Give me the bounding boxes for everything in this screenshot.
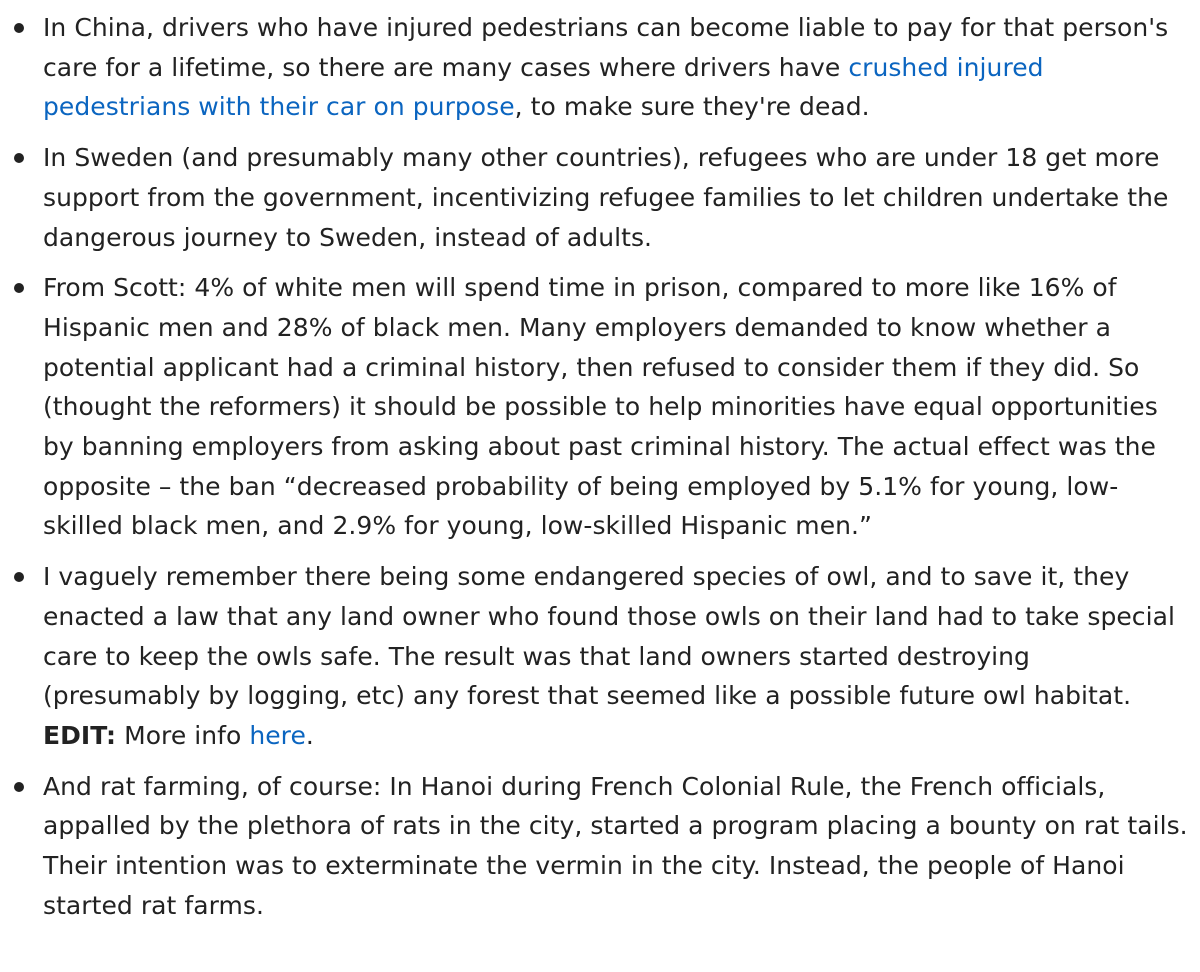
item-text: More info bbox=[116, 720, 250, 750]
list-item bbox=[0, 8, 1200, 127]
bullet-icon bbox=[14, 782, 24, 792]
list-item bbox=[0, 268, 1200, 546]
bullet-icon bbox=[14, 283, 24, 293]
item-text: In Sweden (and presumably many other countries), refugees who are under 18 get more support from the government, incentivizing refugee families to let children undertake the dangerous journey to Sweden, instead of adults. bbox=[43, 143, 1169, 252]
item-text: , to make sure they're dead. bbox=[514, 92, 870, 122]
crushed-pedestrians-link[interactable]: crushed injured pedestrians with their car on purpose bbox=[43, 52, 1044, 122]
item-text: In China, drivers who have injured pedestrians can become liable to pay for that person's care for a lifetime, so there are many cases where drivers have bbox=[43, 13, 1169, 82]
item-text: And rat farming, of course: In Hanoi during French Colonial Rule, the French officials, appalled by the plethora of rats in the city, started a program placing a bounty on rat tails. Their intention was to exterminate the vermin in the city. Instead, the people of Hanoi started rat farms. bbox=[43, 771, 1188, 920]
list-item bbox=[0, 138, 1200, 257]
bullet-list bbox=[0, 8, 1200, 925]
more-info-link[interactable]: here bbox=[249, 720, 306, 750]
item-text: . bbox=[305, 720, 314, 750]
bullet-icon bbox=[14, 572, 24, 582]
item-text: I vaguely remember there being some endangered species of owl, and to save it, they enacted a law that any land owner who found those owls on their land had to take special care to keep the owls safe. The result was that land owners started destroying (presumably by logging, etc) any forest that seemed like a possible future owl habitat. bbox=[43, 562, 1175, 711]
edit-label: EDIT: bbox=[43, 720, 117, 750]
list-item bbox=[0, 557, 1200, 756]
bullet-icon bbox=[14, 153, 24, 163]
list-item bbox=[0, 767, 1200, 926]
item-text: From Scott: 4% of white men will spend time in prison, compared to more like 16% of Hispanic men and 28% of black men. Many employers demanded to know whether a potential applicant had a criminal history, then refused to consider them if they did. So (thought the reformers) it should be possible to help minorities have equal opportunities by banning employers from asking about past criminal history. The actual effect was the opposite – the ban “decreased probability of being employed by 5.1% for young, low-skilled black men, and 2.9% for young, low-skilled Hispanic men.” bbox=[43, 273, 1158, 541]
bullet-icon bbox=[14, 23, 24, 33]
